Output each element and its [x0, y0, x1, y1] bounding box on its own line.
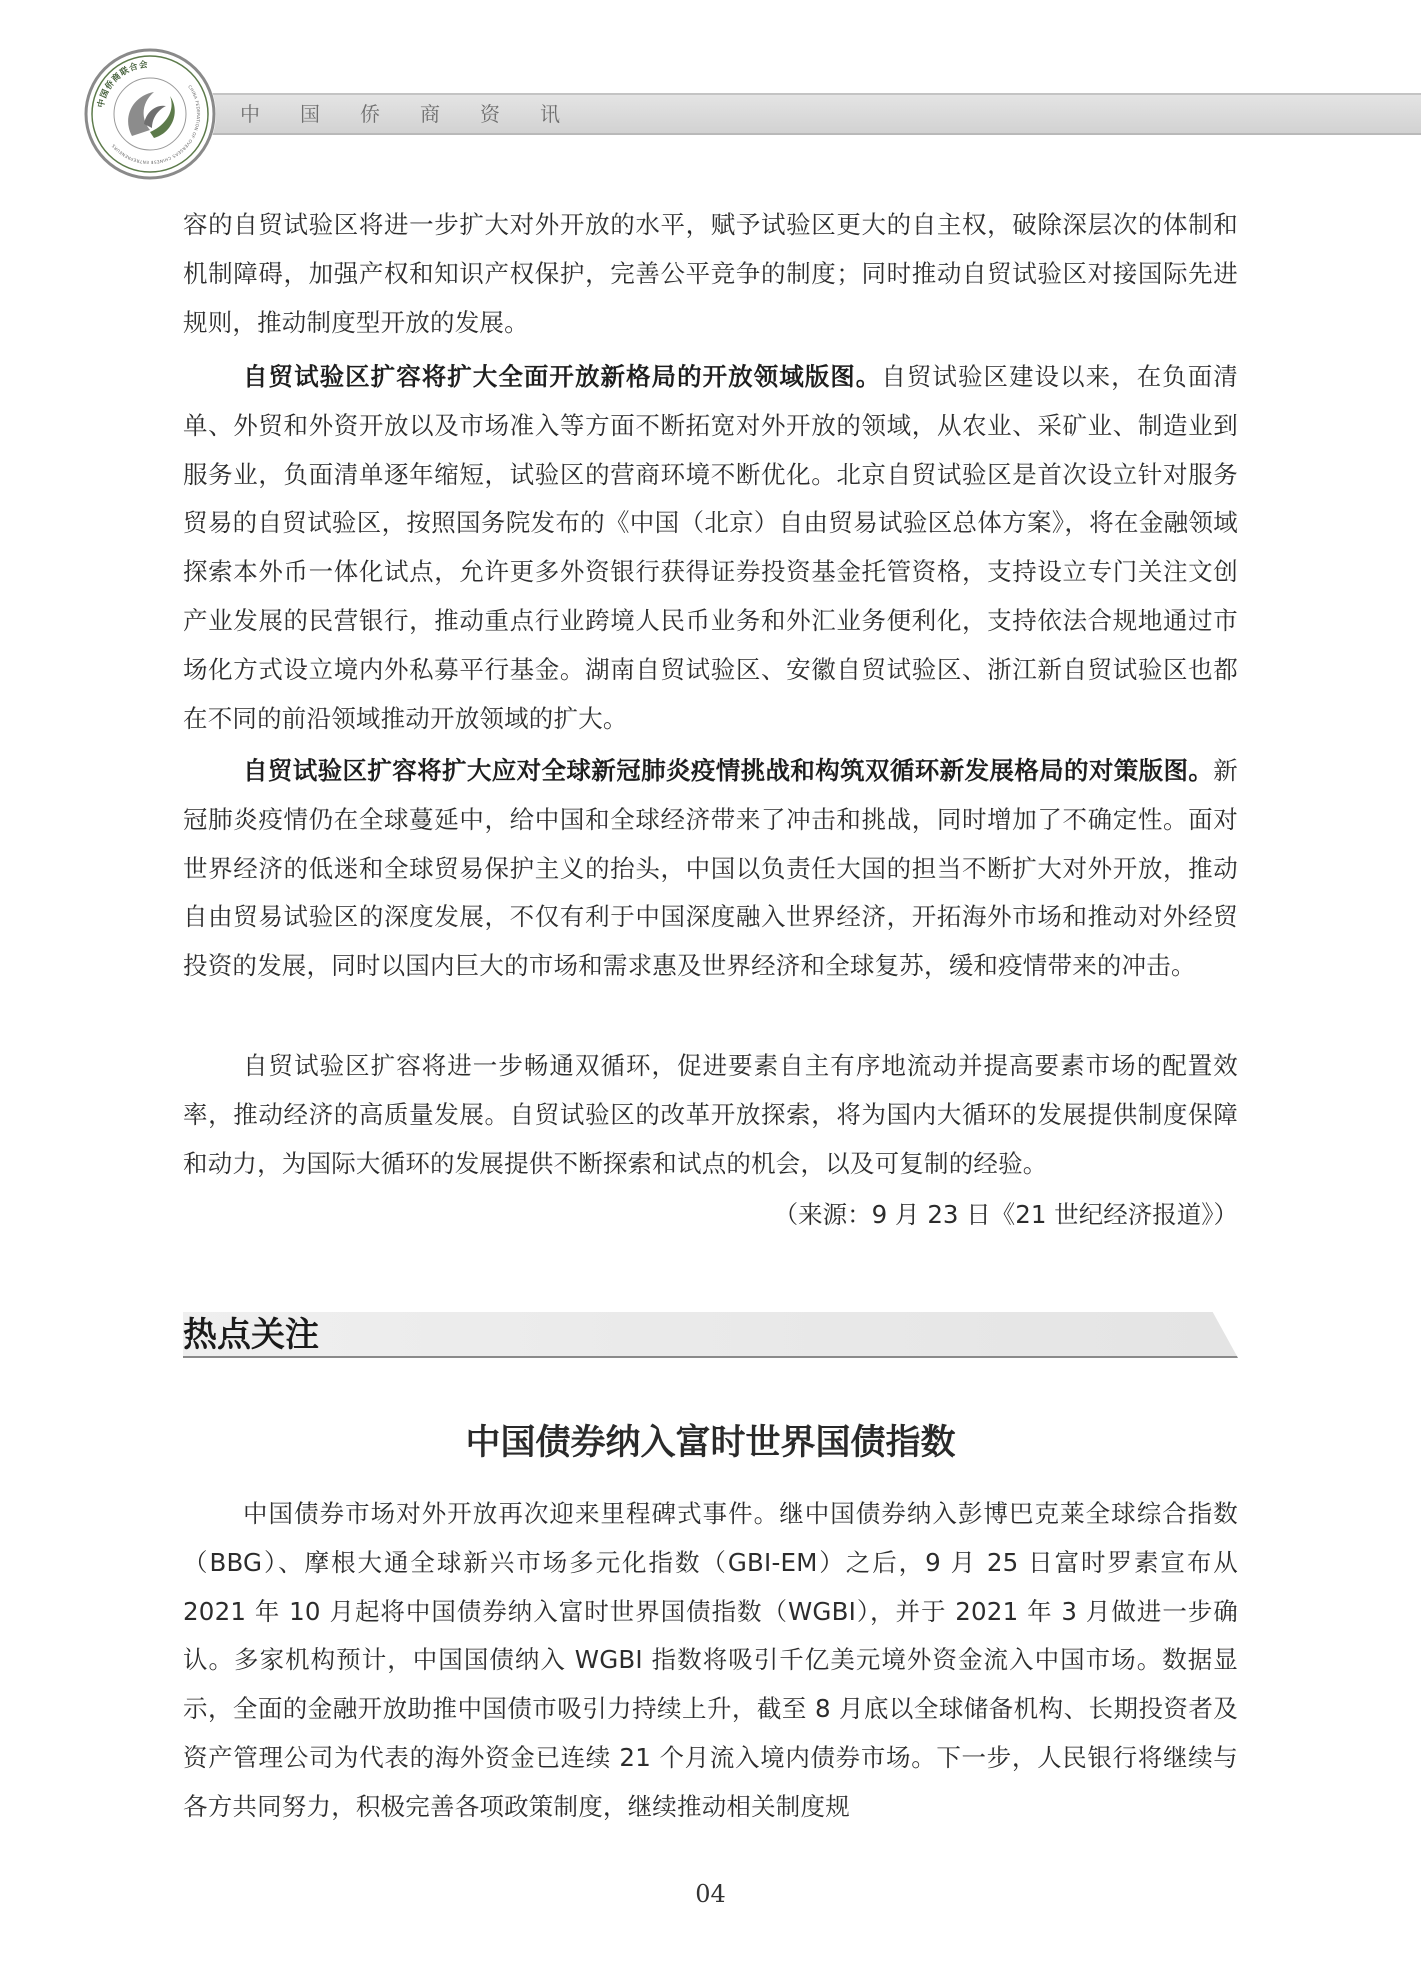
logo-text-en: CHINA FEDERATION OF OVERSEAS CHINESE ENTREPRENEURS	[110, 84, 202, 166]
header-title: 中国侨商资讯	[240, 102, 600, 126]
paragraph-1: 容的自贸试验区将进一步扩大对外开放的水平，赋予试验区更大的自主权，破除深层次的体制和机制障碍，加强产权和知识产权保护，完善公平竞争的制度；同时推动自贸试验区对接国际先进规则，推动制度型开放的发展。	[183, 210, 1238, 337]
page-number: 04	[695, 1880, 726, 1908]
paragraph-2-body: 自贸试验区建设以来，在负面清单、外贸和外资开放以及市场准入等方面不断拓宽对外开放的领域，从农业、采矿业、制造业到服务业，负面清单逐年缩短，试验区的营商环境不断优化。北京自贸试验区是首次设立针对服务贸易的自贸试验区，按照国务院发布的《中国（北京）自由贸易试验区总体方案》，将在金融领域探索本外币一体化试点，允许更多外资银行获得证券投资基金托管资格，支持设立专门关注文创产业发展的民营银行，推动重点行业跨境人民币业务和外汇业务便利化，支持依法合规地通过市场化方式设立境内外私募平行基金。湖南自贸试验区、安徽自贸试验区、浙江新自贸试验区也都在不同的前沿领域推动开放领域的扩大。	[183, 362, 1238, 733]
section-bar	[183, 1312, 1238, 1358]
source-citation: （来源：9 月 23 日《21 世纪经济报道》）	[773, 1200, 1238, 1229]
logo-text: 中国侨商联合会	[96, 59, 150, 109]
article-title: 中国债券纳入富时世界国债指数	[465, 1423, 956, 1463]
article-2-paragraph-1: 中国债券市场对外开放再次迎来里程碑式事件。继中国债券纳入彭博巴克莱全球综合指数（BBG）、摩根大通全球新兴市场多元化指数（GBI-EM）之后，9 月 25 日富时罗素宣布从 2021 年 10 月起将中国债券纳入富时世界国债指数（WGBI），并于 2021 年 3 月做进一步确认。多家机构预计，中国国债纳入 WGBI 指数将吸引千亿美元境外资金流入中国市场。数据显示，全面的金融开放助推中国债市吸引力持续上升，截至 8 月底以全球储备机构、长期投资者及资产管理公司为代表的海外资金已连续 21 个月流入境内债券市场。下一步，人民银行将继续与各方共同努力，积极完善各项政策制度，继续推动相关制度规	[183, 1499, 1238, 1821]
paragraph-2-lead: 自贸试验区扩容将扩大全面开放新格局的开放领域版图。	[243, 362, 882, 391]
paragraph-3-lead: 自贸试验区扩容将扩大应对全球新冠肺炎疫情挑战和构筑双循环新发展格局的对策版图。	[243, 756, 1214, 785]
section-title: 热点关注	[183, 1315, 319, 1355]
paragraph-2	[183, 353, 1238, 743]
paragraph-4: 自贸试验区扩容将进一步畅通双循环，促进要素自主有序地流动并提高要素市场的配置效率，推动经济的高质量发展。自贸试验区的改革开放探索，将为国内大循环的发展提供制度保障和动力，为国际大循环的发展提供不断探索和试点的机会，以及可复制的经验。	[183, 1051, 1238, 1178]
logo-emblem-icon	[84, 48, 216, 180]
paragraph-3-body: 新冠肺炎疫情仍在全球蔓延中，给中国和全球经济带来了冲击和挑战，同时增加了不确定性。面对世界经济的低迷和全球贸易保护主义的抬头，中国以负责任大国的担当不断扩大对外开放，推动自由贸易试验区的深度发展，不仅有利于中国深度融入世界经济，开拓海外市场和推动对外经贸投资的发展，同时以国内巨大的市场和需求惠及世界经济和全球复苏，缓和疫情带来的冲击。	[183, 756, 1238, 981]
paragraph-3	[183, 747, 1238, 991]
logo	[84, 48, 216, 180]
